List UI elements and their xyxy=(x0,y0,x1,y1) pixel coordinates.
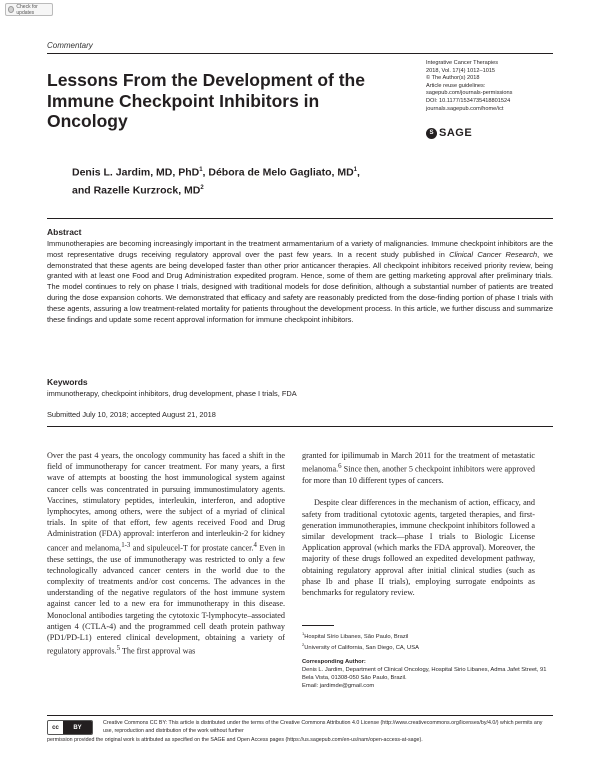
affiliation-marker: 2 xyxy=(302,641,305,647)
corresponding-author-heading: Corresponding Author: xyxy=(302,658,366,665)
affiliation-1 xyxy=(302,630,552,641)
keywords-heading: Keywords xyxy=(47,377,88,387)
body-paragraph: Despite clear differences in the mechanism of action, efficacy, and safety from traditional cytotoxic agents, targeted therapies, and first-generation immunotherapies, immune checkpoint inhibitors followed a similar development track—phase I trials to Biologic License Application approval (which marks the FDA approval). Moreover, the majority of these drugs followed an expedited development pathway, obtaining regulatory approval after initial clinical studies (such as phase Ib and phase II trials), employing surrogate endpoints as benchmarks for regulatory review. xyxy=(302,498,535,597)
permissions-link[interactable]: sagepub.com/journals-permissions xyxy=(426,90,513,97)
body-text: The first approval was xyxy=(120,646,196,656)
footnote-rule xyxy=(302,625,334,626)
citation[interactable]: 6 xyxy=(338,463,342,471)
body-paragraph xyxy=(47,450,285,657)
license-text-line-2: permission provided the original work is attributed as specified on the SAGE and Open Access pages (https://us.sagepub.com/en-us/nam/open-access-at-sage). xyxy=(47,737,423,743)
section-label: Commentary xyxy=(47,41,93,50)
body-rule xyxy=(47,426,553,427)
check-for-updates-badge[interactable] xyxy=(5,3,53,16)
attribution-icon: BY xyxy=(63,721,92,734)
affiliation-text: Hospital Sírio Libanes, São Paulo, Brazil xyxy=(304,633,409,640)
submission-dates: Submitted July 10, 2018; accepted August 21, 2018 xyxy=(47,410,216,419)
affiliation-marker: 2 xyxy=(200,184,204,191)
body-column-1 xyxy=(47,450,285,657)
updates-icon xyxy=(8,6,14,13)
body-column-2 xyxy=(302,450,535,598)
body-text: granted for ipilimumab in March 2011 for the treatment of metastatic melanoma. xyxy=(302,451,535,474)
article-title: Lessons From the Development of the Immune Checkpoint Inhibitors in Oncology xyxy=(47,70,365,131)
updates-label: Check for updates xyxy=(16,3,38,16)
author-separator: , xyxy=(357,166,360,179)
affiliation-2 xyxy=(302,641,552,652)
author-kurzrock: and Razelle Kurzrock, MD xyxy=(72,184,201,196)
license-text-line-1: Creative Commons CC BY: This article is distributed under the terms of the Creative Commons Attribution 4.0 License (http://www.creativecommons.org/licenses/by/4.0/) which permits any use, reproduction and distribution of the work without further xyxy=(103,720,543,735)
journal-volume: 2018, Vol. 17(4) 1012–1015 xyxy=(426,67,496,74)
affiliation-marker: 1 xyxy=(353,167,357,173)
body-text: Since then, another 5 checkpoint inhibitors were approved for more than 10 different types of cancers. xyxy=(302,464,535,486)
abstract-rule xyxy=(47,218,553,219)
affiliation-marker: 1 xyxy=(302,631,305,636)
abstract-text-part: , we demonstrated that these agents are being developed faster than other prior anticancer therapies. All checkpoint inhibitors received priority review, being granted with at least one Food and Drug Administration expedited program. Hence, some of them are getting marketing approval after preliminary trials. The model continues to rely on phase I trials, designed with traditional models for dose definition, although a substantial number of patients are treated during the dose expansion cohorts. We demonstrated that efficacy and safety are reasonably predicted from the dose-finding portion of phase I trials with these agents, assuring a low treatment-related mortality for patients throughout the development process. In this article, we further discuss and summarize these findings and update some recent approval information for immune checkpoint inhibitors. xyxy=(47,249,554,324)
body-text: Over the past 4 years, the oncology community has faced a shift in the field of immunotherapy for cancer treatment. For many years, a first wave of attempts at boosting the host immunological system against cancer cells was concentrated in pursuing immunostimulatory agents. Vaccines, stimulatory peptides, interleukin, interferon, and adoptive lymphocytes, among others, were the subject of a myriad of clinical trials. In spite of that effort, few agents received Food and Drug Administration (FDA) approval: interferon and interleukin-2 for kidney cancer and melanoma, xyxy=(47,451,285,553)
affiliation-text: University of California, San Diego, CA, USA xyxy=(304,644,419,651)
corresponding-author-address: Denis L. Jardim, Department of Clinical Oncology, Hospital Sirio Libanes, Adma Jafet Street, 91 Bela Vista, 01308-050 São Paulo, Brazil. xyxy=(302,666,547,681)
keywords-text: immunotherapy, checkpoint inhibitors, drug development, phase I trials, FDA xyxy=(47,389,297,398)
body-paragraph xyxy=(302,450,535,486)
author-line-2 xyxy=(72,181,472,199)
abstract-text xyxy=(47,239,553,325)
reuse-guidelines: Article reuse guidelines: xyxy=(426,82,486,89)
author-line-1 xyxy=(72,163,472,181)
body-text: and sipuleucel-T for prostate cancer. xyxy=(130,543,254,553)
sage-logo-icon: S xyxy=(426,128,437,139)
citation[interactable]: 5 xyxy=(116,645,120,653)
abstract-journal-name: Clinical Cancer Research xyxy=(449,249,538,259)
citation[interactable]: 4 xyxy=(253,541,257,549)
author-list xyxy=(72,163,472,198)
body-text: Even in these settings, the use of immunotherapy was restricted to only a few technologically advanced cancer centers in the world due to the complexity of treatments and/or cost concerns. The advances in the understanding of the negative regulators of the host immune system against cancer led to a new era for immunotherapy in this disease. Monoclonal antibodies targeting the cytotoxic T-lymphocyte–associated antigen 4 (CTLA-4) and the programmed cell death protein pathway (PD1/PD-L1) entered clinical development, obtaining a variety of regulatory approvals. xyxy=(47,543,286,656)
creative-commons-icon: cc xyxy=(48,721,63,734)
doi[interactable]: DOI: 10.1177/1534735418801524 xyxy=(426,97,511,104)
journal-name: Integrative Cancer Therapies xyxy=(426,60,499,66)
corresponding-author-email[interactable]: Email: jardimde@gmail.com xyxy=(302,682,375,689)
affiliation-marker: 1 xyxy=(199,167,203,173)
publisher-name: SAGE xyxy=(439,127,473,139)
header-rule xyxy=(47,53,553,54)
journal-copyright: © The Author(s) 2018 xyxy=(426,75,480,82)
abstract-heading: Abstract xyxy=(47,227,82,237)
abstract-text-part: Immunotherapies are becoming increasingly important in the treatment armamentarium of a variety of malignancies. Immune checkpoint inhibitors are the most representative drugs receiving regulatory approval over the past few years. In a recent study published in xyxy=(47,239,553,259)
citation[interactable]: 1-3 xyxy=(121,541,131,549)
author-jardim: Denis L. Jardim, MD, PhD xyxy=(72,166,200,179)
cc-by-badge[interactable] xyxy=(47,720,93,735)
journal-info xyxy=(426,60,566,113)
author-gagliato: , Débora de Melo Gagliato, MD xyxy=(202,166,354,179)
journal-home-link[interactable]: journals.sagepub.com/home/ict xyxy=(426,105,504,112)
footnotes xyxy=(302,630,552,690)
publisher-logo xyxy=(426,127,472,139)
license-rule xyxy=(47,715,553,716)
